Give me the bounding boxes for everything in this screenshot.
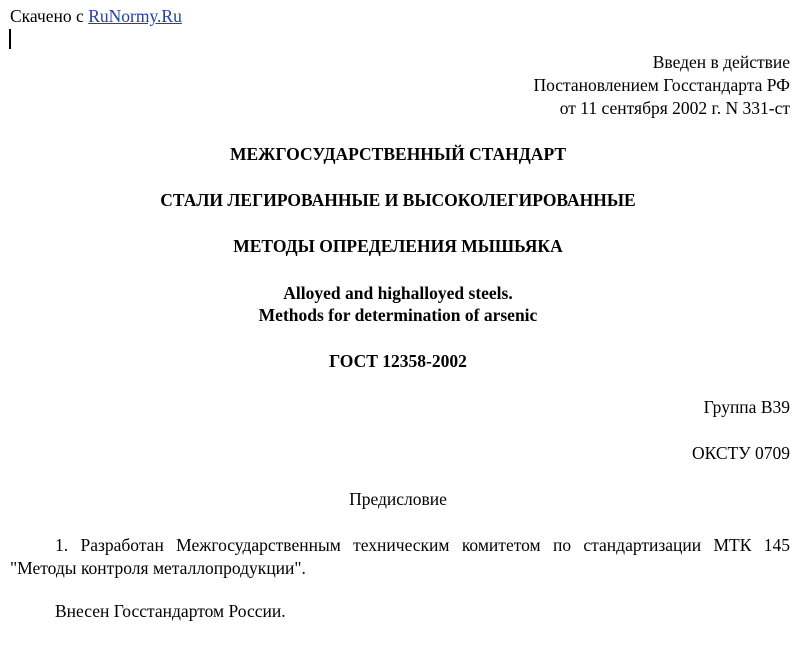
text-cursor bbox=[9, 29, 11, 49]
group-code: Группа В39 bbox=[703, 397, 790, 417]
intro-line-1: Введен в действие bbox=[652, 52, 790, 72]
title-interstate: МЕЖГОСУДАРСТВЕННЫЙ СТАНДАРТ bbox=[229, 144, 567, 164]
title-methods: МЕТОДЫ ОПРЕДЕЛЕНИЯ МЫШЬЯКА bbox=[233, 236, 563, 256]
title-steels: СТАЛИ ЛЕГИРОВАННЫЕ И ВЫСОКОЛЕГИРОВАННЫЕ bbox=[160, 190, 636, 210]
okstu-code: ОКСТУ 0709 bbox=[691, 443, 790, 463]
title-english-2: Methods for determination of arsenic bbox=[258, 305, 538, 325]
intro-line-2: Постановлением Госстандарта РФ bbox=[533, 75, 790, 95]
runormy-link[interactable]: RuNormy.Ru bbox=[88, 6, 182, 26]
title-english-1: Alloyed and highalloyed steels. bbox=[283, 283, 513, 303]
source-line bbox=[10, 5, 182, 27]
source-prefix: Скачено с bbox=[10, 6, 89, 26]
preface-item-1: 1. Разработан Межгосударственным техническим комитетом по стандартизации МТК 145 "Методы контроля металлопродукции". bbox=[10, 535, 790, 578]
preface-introduced: Внесен Госстандартом России. bbox=[55, 601, 286, 621]
gost-number: ГОСТ 12358-2002 bbox=[329, 351, 467, 371]
preface-heading: Предисловие bbox=[349, 489, 447, 509]
intro-line-3: от 11 сентября 2002 г. N 331-ст bbox=[559, 98, 790, 118]
